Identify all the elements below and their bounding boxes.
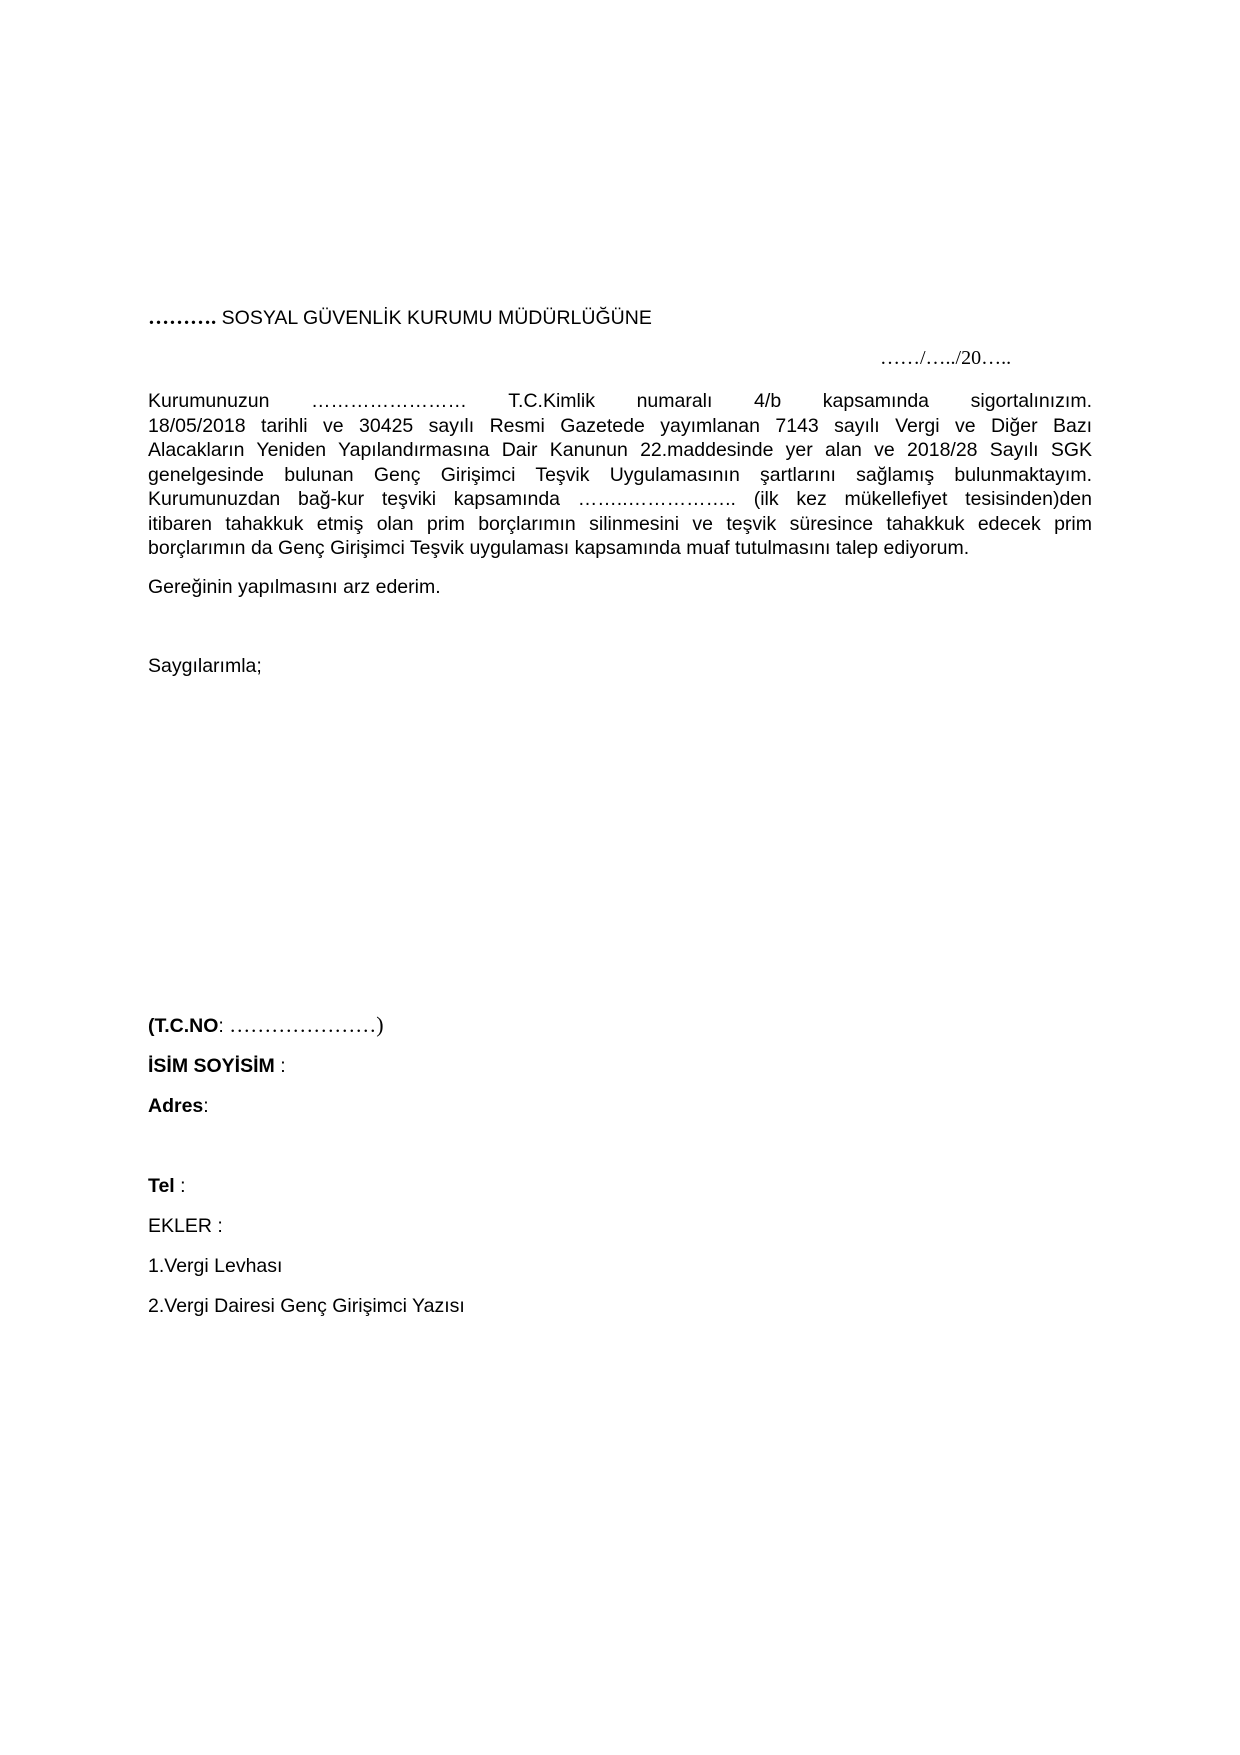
letter-heading bbox=[148, 305, 652, 330]
address-colon: : bbox=[203, 1095, 209, 1117]
body-line: itibaren tahakkuk etmiş olan prim borçlarımın silinmesini ve teşvik süresince tahakkuk edecek prim bbox=[148, 512, 1092, 535]
attachment-item: 1.Vergi Levhası bbox=[148, 1255, 283, 1277]
body-line: Kurumunuzun …………………… T.C.Kimlik numaralı 4/b kapsamında sigortalınızım. bbox=[148, 390, 1092, 412]
name-colon: : bbox=[274, 1055, 286, 1077]
request-line: Gereğinin yapılmasını arz ederim. bbox=[148, 576, 441, 598]
body-paragraph bbox=[148, 389, 1092, 561]
tcno-close-paren: ) bbox=[376, 1012, 384, 1037]
tcno-field bbox=[148, 1013, 384, 1038]
address-field bbox=[148, 1094, 209, 1118]
tcno-label: (T.C.NO bbox=[148, 1015, 219, 1037]
body-line: Alacakların Yeniden Yapılandırmasına Dair Kanunun 22.maddesinde yer alan ve 2018/28 Sayılı SGK bbox=[148, 439, 1092, 461]
body-line: 18/05/2018 tarihli ve 30425 sayılı Resmi Gazetede yayımlanan 7143 sayılı Vergi ve Diğer Bazı bbox=[148, 414, 1092, 437]
tcno-colon: : bbox=[218, 1015, 224, 1037]
attachments-label: EKLER : bbox=[148, 1215, 223, 1237]
heading-placeholder-dots: ………. bbox=[148, 305, 217, 329]
closing-line: Saygılarımla; bbox=[148, 655, 262, 677]
attachment-item: 2.Vergi Dairesi Genç Girişimci Yazısı bbox=[148, 1295, 465, 1317]
body-line: genelgesinde bulunan Genç Girişimci Teşvik Uygulamasının şartlarını sağlamış bulunmaktayım. bbox=[148, 463, 1092, 486]
tel-field bbox=[148, 1174, 186, 1198]
body-line: Kurumunuzdan bağ-kur teşviki kapsamında ……..…………….. (ilk kez mükellefiyet tesisinden)den bbox=[148, 488, 1092, 510]
name-field bbox=[148, 1054, 286, 1078]
heading-title: SOSYAL GÜVENLİK KURUMU MÜDÜRLÜĞÜNE bbox=[221, 307, 652, 329]
body-line: borçlarımın da Genç Girişimci Teşvik uygulaması kapsamında muaf tutulmasını talep ediyorum. bbox=[148, 537, 970, 559]
tcno-value-dots: ………………… bbox=[229, 1013, 377, 1037]
name-label: İSİM SOYİSİM bbox=[148, 1055, 275, 1077]
tel-label: Tel bbox=[148, 1175, 175, 1197]
address-label: Adres bbox=[148, 1095, 204, 1117]
date-placeholder: ……/…../20….. bbox=[880, 347, 1012, 369]
tel-colon: : bbox=[174, 1175, 186, 1197]
